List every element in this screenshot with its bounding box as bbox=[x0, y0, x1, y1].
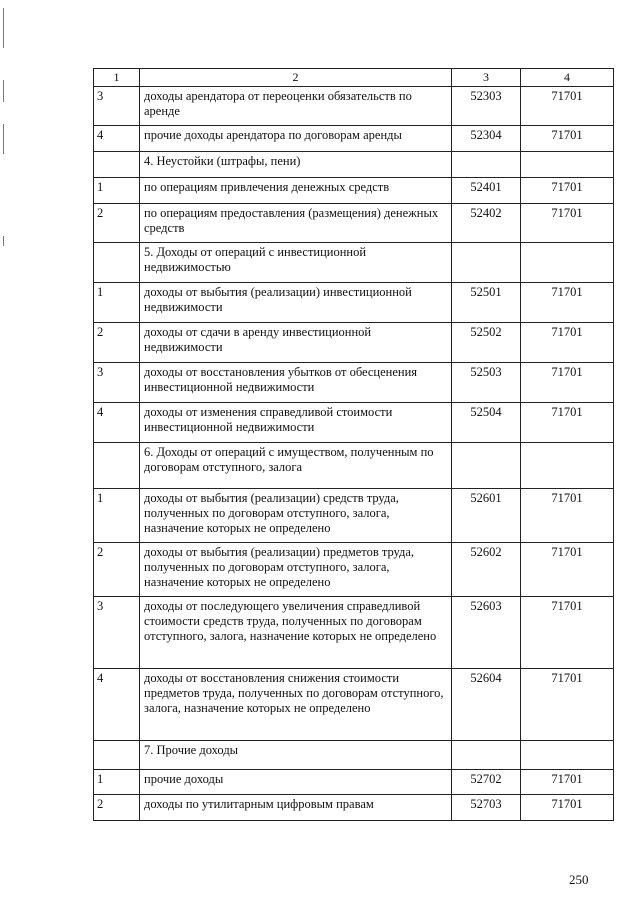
table-row bbox=[94, 770, 614, 795]
row-code bbox=[452, 741, 521, 770]
binding-mark bbox=[3, 236, 4, 246]
row-number: 3 bbox=[94, 363, 140, 403]
header-cell-2: 2 bbox=[140, 69, 452, 87]
row-account: 71701 bbox=[521, 489, 614, 543]
row-code: 52604 bbox=[452, 669, 521, 741]
row-description: доходы арендатора от переоценки обязательств по аренде bbox=[140, 87, 452, 126]
row-code: 52401 bbox=[452, 178, 521, 204]
row-number bbox=[94, 741, 140, 770]
row-description: прочие доходы bbox=[140, 770, 452, 795]
row-code: 52603 bbox=[452, 597, 521, 669]
row-description: по операциям привлечения денежных средств bbox=[140, 178, 452, 204]
table-row bbox=[94, 243, 614, 283]
row-code: 52304 bbox=[452, 126, 521, 152]
row-code bbox=[452, 443, 521, 489]
header-cell-1: 1 bbox=[94, 69, 140, 87]
row-description: прочие доходы арендатора по договорам аренды bbox=[140, 126, 452, 152]
row-code: 52502 bbox=[452, 323, 521, 363]
row-number: 3 bbox=[94, 87, 140, 126]
table-row bbox=[94, 126, 614, 152]
row-description: доходы по утилитарным цифровым правам bbox=[140, 795, 452, 821]
row-code: 52402 bbox=[452, 204, 521, 243]
row-account bbox=[521, 443, 614, 489]
row-number: 2 bbox=[94, 204, 140, 243]
table-row bbox=[94, 323, 614, 363]
binding-marks bbox=[3, 0, 7, 260]
table-row bbox=[94, 204, 614, 243]
row-number: 4 bbox=[94, 126, 140, 152]
row-number: 4 bbox=[94, 669, 140, 741]
row-account: 71701 bbox=[521, 403, 614, 443]
page-number: 250 bbox=[569, 872, 589, 887]
row-code: 52601 bbox=[452, 489, 521, 543]
table-row bbox=[94, 152, 614, 178]
row-description: доходы от выбытия (реализации) предметов труда, полученных по договорам отступного, залога, назначение которых не определено bbox=[140, 543, 452, 597]
row-number: 1 bbox=[94, 489, 140, 543]
row-code: 52703 bbox=[452, 795, 521, 821]
row-description: 4. Неустойки (штрафы, пени) bbox=[140, 152, 452, 178]
header-cell-4: 4 bbox=[521, 69, 614, 87]
table-row bbox=[94, 283, 614, 323]
row-description: 5. Доходы от операций с инвестиционной недвижимостью bbox=[140, 243, 452, 283]
table-row bbox=[94, 87, 614, 126]
row-number: 3 bbox=[94, 597, 140, 669]
row-account: 71701 bbox=[521, 597, 614, 669]
row-code: 52504 bbox=[452, 403, 521, 443]
row-number: 2 bbox=[94, 543, 140, 597]
header-row bbox=[94, 69, 614, 87]
row-description: доходы от последующего увеличения справедливой стоимости средств труда, полученных по договорам отступного, залога, назначение которых не определено bbox=[140, 597, 452, 669]
row-code bbox=[452, 152, 521, 178]
row-description: доходы от выбытия (реализации) средств труда, полученных по договорам отступного, залога, назначение которых не определено bbox=[140, 489, 452, 543]
row-account: 71701 bbox=[521, 543, 614, 597]
row-number: 1 bbox=[94, 178, 140, 204]
binding-mark bbox=[3, 8, 4, 48]
row-account: 71701 bbox=[521, 87, 614, 126]
row-number bbox=[94, 152, 140, 178]
binding-mark bbox=[3, 80, 4, 102]
row-description: доходы от восстановления убытков от обесценения инвестиционной недвижимости bbox=[140, 363, 452, 403]
row-number bbox=[94, 443, 140, 489]
row-code: 52602 bbox=[452, 543, 521, 597]
row-code: 52501 bbox=[452, 283, 521, 323]
row-account: 71701 bbox=[521, 770, 614, 795]
row-code bbox=[452, 243, 521, 283]
table-row bbox=[94, 741, 614, 770]
header-cell-3: 3 bbox=[452, 69, 521, 87]
row-code: 52503 bbox=[452, 363, 521, 403]
row-account bbox=[521, 152, 614, 178]
row-account bbox=[521, 243, 614, 283]
income-accounts-table bbox=[93, 68, 614, 821]
row-number: 1 bbox=[94, 770, 140, 795]
table-row bbox=[94, 178, 614, 204]
table-row bbox=[94, 443, 614, 489]
table-row bbox=[94, 543, 614, 597]
row-account: 71701 bbox=[521, 126, 614, 152]
row-number: 1 bbox=[94, 283, 140, 323]
row-description: доходы от изменения справедливой стоимости инвестиционной недвижимости bbox=[140, 403, 452, 443]
row-account: 71701 bbox=[521, 669, 614, 741]
row-account: 71701 bbox=[521, 323, 614, 363]
row-description: доходы от сдачи в аренду инвестиционной недвижимости bbox=[140, 323, 452, 363]
row-account: 71701 bbox=[521, 178, 614, 204]
row-account: 71701 bbox=[521, 283, 614, 323]
row-code: 52303 bbox=[452, 87, 521, 126]
row-description: доходы от выбытия (реализации) инвестиционной недвижимости bbox=[140, 283, 452, 323]
binding-mark bbox=[3, 124, 4, 154]
row-description: по операциям предоставления (размещения) денежных средств bbox=[140, 204, 452, 243]
table-row bbox=[94, 489, 614, 543]
row-number: 4 bbox=[94, 403, 140, 443]
row-code: 52702 bbox=[452, 770, 521, 795]
table-row bbox=[94, 795, 614, 821]
row-account: 71701 bbox=[521, 795, 614, 821]
row-description: 6. Доходы от операций с имуществом, полученным по договорам отступного, залога bbox=[140, 443, 452, 489]
row-account: 71701 bbox=[521, 204, 614, 243]
table-row bbox=[94, 597, 614, 669]
row-account bbox=[521, 741, 614, 770]
row-number: 2 bbox=[94, 323, 140, 363]
row-number: 2 bbox=[94, 795, 140, 821]
table-row bbox=[94, 403, 614, 443]
table-body bbox=[94, 69, 614, 821]
table-row bbox=[94, 669, 614, 741]
row-description: 7. Прочие доходы bbox=[140, 741, 452, 770]
row-description: доходы от восстановления снижения стоимости предметов труда, полученных по договорам отступного, залога, назначение которых не определено bbox=[140, 669, 452, 741]
table-row bbox=[94, 363, 614, 403]
row-number bbox=[94, 243, 140, 283]
row-account: 71701 bbox=[521, 363, 614, 403]
